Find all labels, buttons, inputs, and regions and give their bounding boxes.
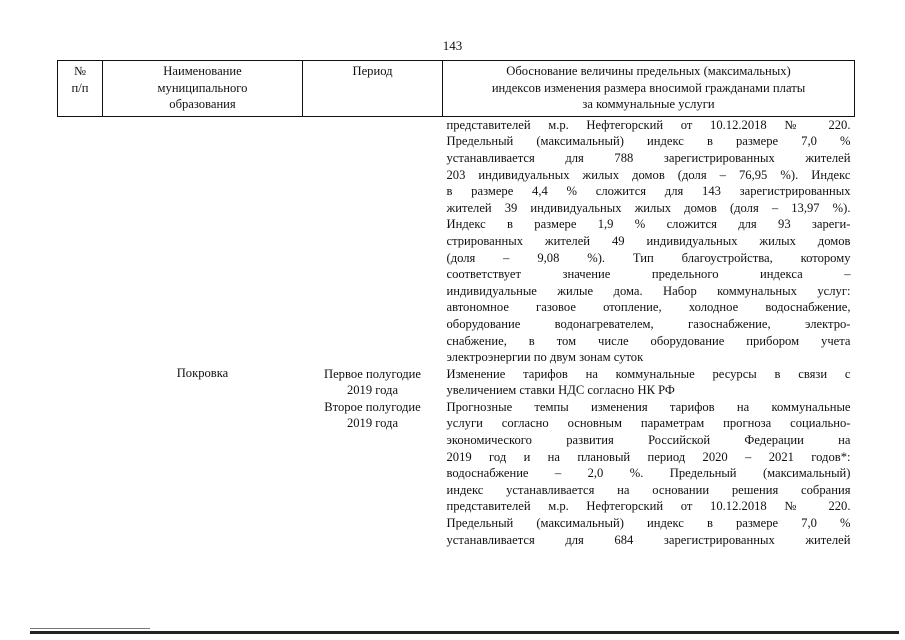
header-period [303, 61, 443, 117]
basis-line: 203 индивидуальных жилых домов (доля – 76,95 %). Индекс [446, 167, 851, 182]
cell-name [103, 116, 303, 365]
basis-line: увеличением ставки НДС согласно НК РФ [446, 383, 675, 398]
cell-number [58, 366, 103, 399]
basis-line: Предельный (максимальный) индекс в размере 7,0 % [446, 134, 851, 149]
header-municipality [103, 61, 303, 117]
scan-edge-line [30, 628, 150, 629]
cell-period-first-half [303, 366, 443, 399]
basis-line: экономического развития Российской Федерации на [446, 433, 851, 448]
header-municipality-line: муниципального [157, 80, 248, 95]
basis-line: Прогнозные темпы изменения тарифов на коммунальные [446, 399, 851, 414]
header-basis [443, 61, 855, 117]
scan-bottom-edge [30, 631, 899, 634]
cell-period [303, 116, 443, 365]
table-row-pokrovka-h1 [58, 366, 855, 399]
cell-number [58, 116, 103, 365]
header-number-line: п/п [71, 80, 89, 95]
basis-line: индивидуальные жилые дома. Набор коммунальных услуг: [446, 283, 851, 298]
header-municipality-line: образования [169, 97, 236, 112]
table-row-continuation [58, 116, 855, 365]
period-line: 2019 года [346, 416, 399, 431]
basis-line: Изменение тарифов на коммунальные ресурсы в связи с [446, 366, 851, 381]
header-number-line: № [73, 64, 87, 78]
table-row-pokrovka-h2 [58, 399, 855, 548]
header-number [58, 61, 103, 117]
basis-line: 2019 год и на плановый период 2020 – 2021 годов*: [446, 449, 851, 464]
period-line: Второе полугодие [324, 399, 421, 414]
basis-line: жителей 39 индивидуальных жилых домов (доля – 13,97 %). [446, 200, 851, 215]
basis-line: представителей м.р. Нефтегорский от 10.12.2018 № 220. [446, 117, 851, 132]
cell-municipality-name: Покровка [176, 365, 229, 380]
cell-basis-second-half [443, 399, 855, 548]
basis-line: (доля – 9,08 %). Тип благоустройства, которому [446, 250, 851, 265]
basis-line: в размере 4,4 % сложится для 143 зарегистрированных [446, 184, 851, 199]
basis-line: автономное газовое отопление, холодное водоснабжение, [446, 300, 851, 315]
basis-line: водоснабжение – 2,0 %. Предельный (максимальный) [446, 466, 851, 481]
header-basis-line: Обоснование величины предельных (максимальных) [506, 64, 791, 78]
basis-line: соответствует значение предельного индекса – [446, 267, 851, 282]
header-basis-line: за коммунальные услуги [582, 97, 715, 112]
basis-line: электроэнергии по двум зонам суток [446, 350, 644, 365]
basis-line: услуги согласно основным параметрам прогноза социально- [446, 416, 851, 431]
basis-line: устанавливается для 788 зарегистрированных жителей [446, 150, 851, 165]
basis-line: снабжение, в том числе оборудование прибором учета [446, 333, 851, 348]
cell-number [58, 399, 103, 548]
basis-line: оборудование водонагревателем, газоснабжение, электро- [446, 316, 851, 331]
cell-basis-first-half [443, 366, 855, 399]
basis-line: представителей м.р. Нефтегорский от 10.12.2018 № 220. [446, 499, 851, 514]
basis-line: устанавливается для 684 зарегистрированных жителей [446, 532, 851, 547]
basis-line: индекс устанавливается на основании решения собрания [446, 482, 851, 497]
cell-name [103, 399, 303, 548]
header-basis-line: индексов изменения размера вносимой гражданами платы [491, 80, 806, 95]
basis-line: Предельный (максимальный) индекс в размере 7,0 % [446, 516, 851, 531]
tariff-table [57, 60, 855, 548]
header-municipality-line: Наименование [163, 64, 242, 78]
table-header-row [58, 61, 855, 117]
page-number: 143 [442, 38, 463, 53]
basis-line: стрированных жителей 49 индивидуальных жилых домов [446, 233, 851, 248]
period-line: 2019 года [346, 383, 399, 398]
cell-basis-continuation [443, 116, 855, 365]
cell-period-second-half [303, 399, 443, 548]
period-line: Первое полугодие [323, 366, 421, 381]
header-period-line: Период [352, 64, 393, 78]
basis-line: Индекс в размере 1,9 % сложится для 93 зареги- [446, 217, 851, 232]
